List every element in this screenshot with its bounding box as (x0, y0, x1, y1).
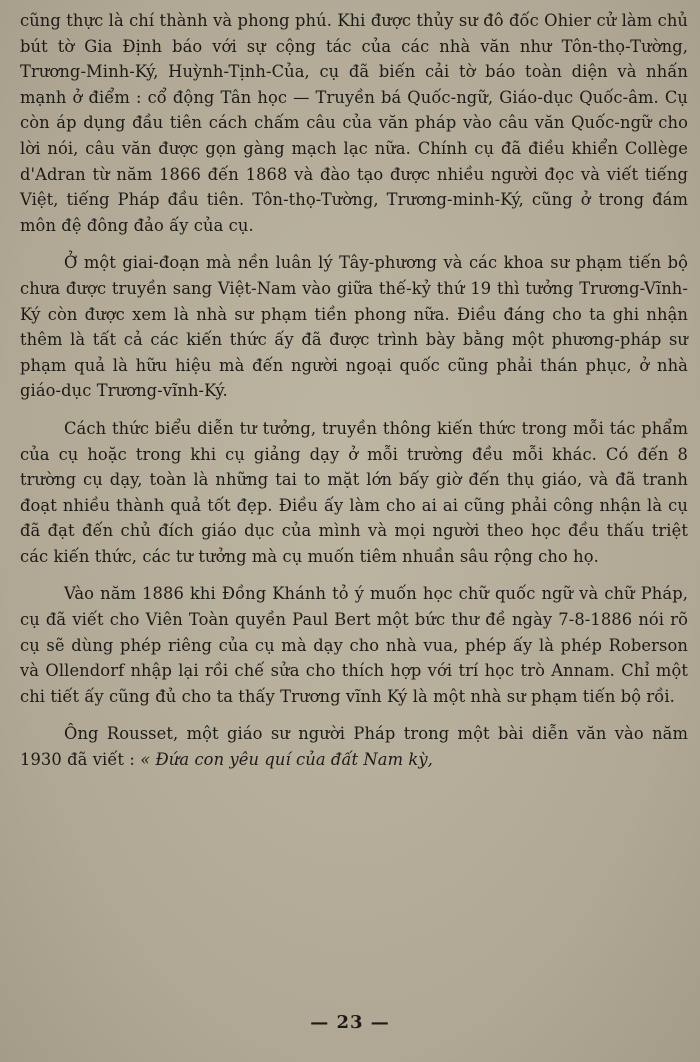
page-number: — 23 — (310, 1012, 390, 1033)
paragraph-5-quote: « Đứa con yêu quí của đất Nam kỳ, (140, 750, 433, 770)
paragraph-3: Cách thức biểu diễn tư tưởng, truyền thông kiến thức trong mỗi tác phẩm của cụ hoặc trong khi cụ giảng dạy ở mỗi trường đều mỗi khác. Có đến 8 trường cụ dạy, toàn là những tai to mặt lớn bấy giờ đến thụ giáo, và đã tranh đoạt nhiều thành quả tốt đẹp. Điều ấy làm cho ai ai cũng phải công nhận là cụ đã đạt đến chủ đích giáo dục của mình và mọi người theo học đều thấu triệt các kiến thức, các tư tưởng mà cụ muốn tiêm nhuần sâu rộng cho họ. (20, 418, 688, 566)
paragraph-5 (20, 721, 688, 772)
paragraph-2: Ở một giai-đoạn mà nền luân lý Tây-phương và các khoa sư phạm tiến bộ chưa được truyền sang Việt-Nam vào giữa thế-kỷ thứ 19 thì tưởng Trương-Vĩnh-Ký còn được xem là nhà sư phạm tiền phong nữa. Điều đáng cho ta ghi nhận thêm là tất cả các kiến thức ấy đã được trình bày bằng một phương-pháp sư phạm quả là hữu hiệu mà đến người ngoại quốc cũng phải thán phục, ở nhà giáo-dục Trương-vĩnh-Ký. (20, 253, 688, 401)
paragraph-5-text: Ông Rousset, một giáo sư người Pháp trong một bài diễn văn vào năm 1930 đã viết : (20, 724, 688, 770)
paragraph-4: Vào năm 1886 khi Đồng Khánh tỏ ý muốn học chữ quốc ngữ và chữ Pháp, cụ đã viết cho Viên Toàn quyền Paul Bert một bức thư đề ngày 7-8-1886 nói rõ cụ sẽ dùng phép riêng của cụ mà dạy cho nhà vua, phép ấy là phép Roberson và Ollendorf nhập lại rồi chế sửa cho thích hợp với trí học trò Annam. Chỉ một chi tiết ấy cũng đủ cho ta thấy Trương vĩnh Ký là một nhà sư phạm tiến bộ rồi. (20, 584, 688, 706)
paragraph-1: cũng thực là chí thành và phong phú. Khi được thủy sư đô đốc Ohier cử làm chủ bút tờ Gia Định báo với sự cộng tác của các nhà văn như Tôn-thọ-Tường, Trương-Minh-Ký, Huỳnh-Tịnh-Của, cụ đã biến cải tờ báo toàn diện và nhấn mạnh ở điểm : cổ động Tân học — Truyền bá Quốc-ngữ, Giáo-dục Quốc-âm. Cụ còn áp dụng đầu tiên cách chấm câu của văn pháp vào câu văn Quốc-ngữ cho lời nói, câu văn được gọn gàng mạch lạc nữa. Chính cụ đã điều khiển Collège d'Adran từ năm 1866 đến 1868 và đào tạo được nhiều người đọc và viết tiếng Việt, tiếng Pháp đầu tiên. Tôn-thọ-Tường, Trương-minh-Ký, cũng ở trong đám môn đệ đông đảo ấy của cụ. (20, 11, 688, 235)
